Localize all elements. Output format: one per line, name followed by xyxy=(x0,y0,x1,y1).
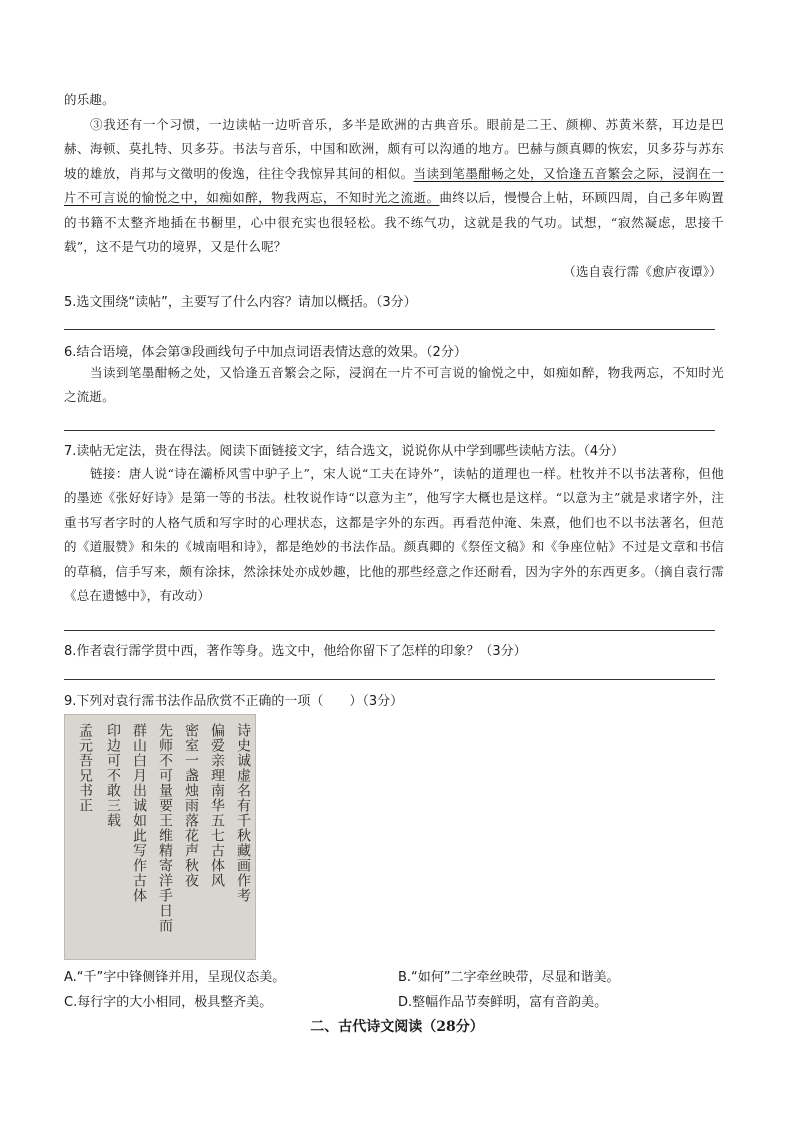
para3-underlined-sentence: 当读到笔墨酣畅之处，又恰逢五音繁会之际，浸润在一片不可言说的愉悦之中，如痴如醉，物我两忘，不知时光之流逝。 xyxy=(64,165,724,206)
answer-line-q8[interactable] xyxy=(64,679,715,680)
calligraphy-column: 孟元吾兄书正 xyxy=(77,723,93,813)
option-c[interactable]: C.每行字的大小相同，极具整齐美。 xyxy=(64,995,273,1010)
answer-line-q5[interactable] xyxy=(64,329,715,330)
passage-paragraph-3 xyxy=(64,113,724,259)
answer-line-q7[interactable] xyxy=(64,630,715,631)
question-7-link-text: 链接：唐人说“诗在灞桥风雪中驴子上”，宋人说“工夫在诗外”，读帖的道理也一样。杜牧并不以书法著称，但他的墨迹《张好好诗》是第一等的书法。杜牧说作诗“以意为主”，他写字大概也是这样。“以意为主”就是求诸字外，注重书写者字时的人格气质和写字时的心理状态，这都是字外的东西。再看范仲淹、朱熹，他们也不以书法著名，但范的《道服赞》和朱的《城南唱和诗》，都是绝妙的书法作品。颜真卿的《祭侄文稿》和《争座位帖》不过是文章和书信的草稿，信手写来，颇有涂抹，然涂抹处亦成妙趣，比他的那些经意之作还耐看，因为字外的东西更多。（摘自袁行霈《总在遗憾中》，有改动） xyxy=(64,466,724,604)
para3-text-before: ③我还有一个习惯，一边读帖一边听音乐，多半是欧洲的古典音乐。眼前是二王、颜柳、苏黄米蔡，耳边是巴赫、海顿、莫扎特、贝多芬。书法与音乐，中国和欧洲，颇有可以沟通的地方。巴赫与颜真卿的恢宏，贝多芬与苏东坡的雄放，肖邦与文徵明的俊逸，往往令我惊异其间的相似。 xyxy=(64,117,724,181)
calligraphy-column: 诗史诚虚名有千秋藏画作考 xyxy=(235,723,251,903)
question-9: 9.下列对袁行霈书法作品欣赏不正确的一项（ ）（3分） xyxy=(64,694,404,709)
question-6-quote: 当读到笔墨酣畅之处，又恰逢五音繁会之际，浸润在一片不可言说的愉悦之中，如痴如醉，物我两忘，不知时光之流逝。 xyxy=(64,365,724,405)
para3-text-after: 曲终以后，慢慢合上帖，环顾四周，自己多年购置的书籍不太整齐地插在书橱里，心中很充实也很轻松。我不练气功，这就是我的气功。试想，“寂然凝虑，思接千载”，这不是气功的境界，又是什么呢？ xyxy=(64,190,724,255)
calligraphy-column: 群山白月出诚如此写作古体 xyxy=(131,723,147,903)
passage-source: （选自袁行霈《愈庐夜谭》） xyxy=(563,264,722,279)
calligraphy-column: 密室一盏烛雨落花声秋夜 xyxy=(183,723,199,888)
question-7: 7.读帖无定法，贵在得法。阅读下面链接文字，结合选文，说说你从中学到哪些读帖方法。（4分） xyxy=(64,444,625,459)
option-d[interactable]: D.整幅作品节奏鲜明，富有音韵美。 xyxy=(398,995,608,1010)
option-b[interactable]: B.“如何”二字牵丝映带，尽显和谐美。 xyxy=(398,970,620,985)
passage-tail: 的乐趣。 xyxy=(64,92,115,107)
calligraphy-column: 偏爱亲理南华五七古体风 xyxy=(209,723,225,888)
calligraphy-column: 先师不可量要王维精寄洋手日而 xyxy=(157,723,173,933)
question-6: 6.结合语境，体会第③段画线句子中加点词语表情达意的效果。（2分） xyxy=(64,345,467,360)
option-a[interactable]: A.“千”字中锋侧锋并用，呈现仪态美。 xyxy=(64,970,286,985)
question-8: 8.作者袁行霈学贯中西，著作等身。选文中，他给你留下了怎样的印象？（3分） xyxy=(64,644,527,659)
calligraphy-image xyxy=(64,714,256,960)
calligraphy-column: 印边可不敢三载 xyxy=(105,723,121,828)
section-heading: 二、古代诗文阅读（28分） xyxy=(310,1019,484,1035)
answer-line-q6[interactable] xyxy=(64,430,715,431)
question-5: 5.选文围绕“读帖”，主要写了什么内容？请加以概括。（3分） xyxy=(64,295,417,310)
